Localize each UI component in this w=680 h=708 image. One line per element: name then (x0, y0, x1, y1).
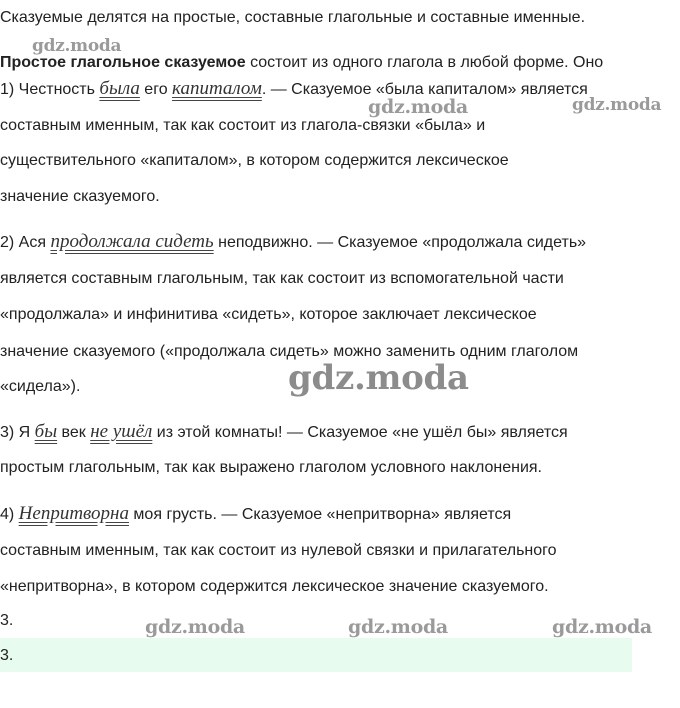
item1-number: 1) Честность (0, 81, 100, 98)
item4-handwritten: Непритворна (18, 503, 129, 524)
item4-number: 4) (0, 506, 19, 523)
item2-line1 (0, 232, 586, 253)
definition-term: Простое глагольное сказуемое (0, 54, 246, 71)
item2-line3: «продолжала» и инфинитива «сидеть», которое заключает лексическое (0, 306, 537, 323)
watermark: gdz.moda (552, 616, 652, 638)
intro-text: Сказуемые делятся на простые, составные глагольные и составные именные. (0, 9, 586, 26)
item4-line1 (0, 504, 511, 525)
item1-line1 (0, 79, 588, 100)
item4-line2: составным именным, так как состоит из нулевой связки и прилагательного (0, 542, 557, 559)
item1-line4: значение сказуемого. (0, 188, 160, 205)
footer-line2: 3. (0, 647, 14, 664)
item2-line4: значение сказуемого («продолжала сидеть» можно заменить одним глаголом (0, 343, 579, 360)
watermark: gdz.moda (348, 616, 448, 638)
watermark: gdz.moda (368, 96, 468, 118)
item1-rest: . — Сказуемое «была капиталом» является (261, 81, 588, 98)
item3-line1 (0, 422, 568, 443)
definition-rest: состоит из одного глагола в любой форме. Оно (245, 54, 604, 71)
item3-line2: простым глагольным, так как выражено глаголом условного наклонения. (0, 459, 542, 476)
item2-line5: «сидела»). (0, 378, 81, 395)
item1-mid: его (139, 81, 173, 98)
item2-number: 2) Ася (0, 234, 51, 251)
item2-handwritten: продолжала сидеть (50, 231, 214, 252)
item4-line3: «непритворна», в котором содержится лексическое значение сказуемого. (0, 578, 549, 595)
item3-rest: из этой комнаты! — Сказуемое «не ушёл бы» является (152, 424, 568, 441)
item3-mid: век (57, 424, 91, 441)
footer-line1: 3. (0, 612, 14, 629)
item1-handwritten-2: капиталом (172, 78, 262, 99)
item3-number: 3) Я (0, 424, 35, 441)
item1-handwritten-1: была (99, 78, 140, 99)
item1-line2: составным именным, так как состоит из глагола-связки «была» и (0, 117, 486, 134)
item3-handwritten-1: бы (34, 421, 58, 442)
item4-rest: моя грусть. — Сказуемое «непритворна» является (128, 506, 512, 523)
watermark: gdz.moda (288, 358, 469, 398)
definition-text (0, 53, 603, 73)
highlighted-row (0, 638, 632, 672)
item2-rest: неподвижно. — Сказуемое «продолжала сидеть» (213, 234, 587, 251)
item1-line3: существительного «капиталом», в котором содержится лексическое (0, 152, 509, 169)
item2-line2: является составным глагольным, так как состоит из вспомогательной части (0, 270, 564, 287)
watermark: gdz.moda (145, 616, 245, 638)
watermark: gdz.moda (572, 95, 662, 115)
item3-handwritten-2: не ушёл (90, 421, 153, 442)
watermark: gdz.moda (32, 36, 122, 56)
